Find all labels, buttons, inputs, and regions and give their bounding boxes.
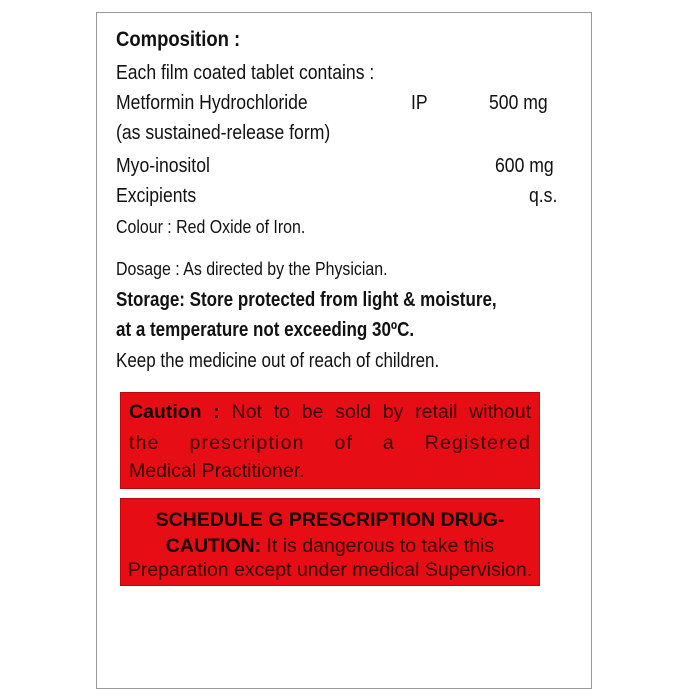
schedule-caution-label: CAUTION: — [165, 535, 262, 557]
caution-line — [129, 401, 531, 423]
schedule-heading: SCHEDULE G PRESCRIPTION DRUG- — [155, 509, 505, 531]
schedule-box — [120, 498, 540, 586]
storage-line: at a temperature not exceeding 30ºC. — [116, 319, 415, 341]
caution-line: the prescription of a Registered — [129, 432, 531, 454]
caution-box — [120, 392, 540, 489]
ingredient-name: (as sustained-release form) — [116, 122, 331, 144]
ingredient-amount: 500 mg — [489, 92, 548, 114]
caution-label: Caution : — [129, 401, 220, 423]
colour-note: Colour : Red Oxide of Iron. — [116, 216, 306, 237]
dosage-note: Dosage : As directed by the Physician. — [116, 258, 388, 279]
keep-away-note: Keep the medicine out of reach of children. — [116, 350, 440, 372]
ingredient-name: Metformin Hydrochloride — [116, 92, 308, 114]
schedule-text: It is dangerous to take this — [266, 535, 495, 557]
ingredient-standard: IP — [411, 92, 428, 114]
ingredient-name: Myo-inositol — [116, 155, 210, 177]
ingredient-amount: q.s. — [529, 185, 558, 207]
schedule-line — [121, 535, 539, 557]
caution-text: Not to be sold by retail without — [231, 401, 531, 423]
composition-intro: Each film coated tablet contains : — [116, 62, 375, 84]
ingredient-name: Excipients — [116, 185, 197, 207]
caution-line: Medical Practitioner. — [129, 460, 305, 482]
ingredient-amount: 600 mg — [495, 155, 554, 177]
schedule-line: Preparation except under medical Supervision. — [127, 559, 533, 581]
storage-line: Storage: Store protected from light & moisture, — [116, 289, 497, 311]
composition-heading: Composition : — [116, 28, 241, 51]
